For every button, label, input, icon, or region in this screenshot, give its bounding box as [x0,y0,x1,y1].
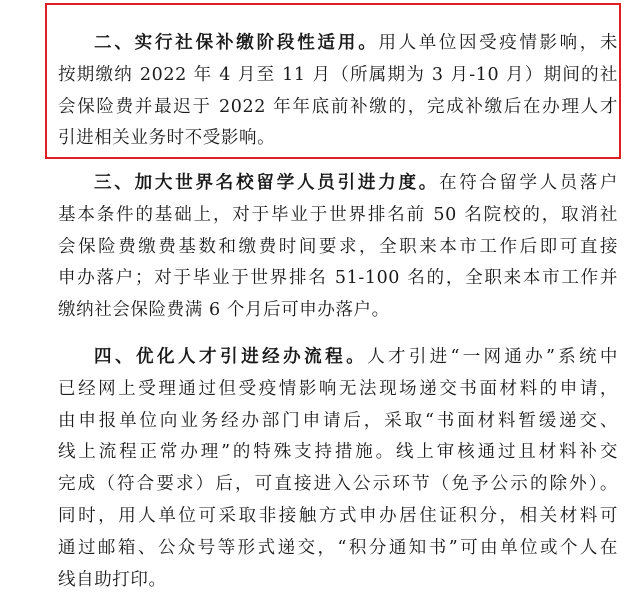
section-3-line-4: 申办落户；对于毕业于世界排名 51-100 名的，全职来本市工作并 [58,268,618,289]
section-4-line-1 [58,342,618,374]
section-3-paragraph [58,168,618,327]
section-2-line-4: 引进相关业务时不受影响。 [58,128,276,149]
section-3-line-5: 缴纳社会保险费满 6 个月后可申办落户。 [58,300,390,321]
section-3-line-2: 基本条件的基础上，对于毕业于世界排名前 50 名院校的，取消社 [58,204,618,225]
section-4-text: 人才引进“一网通办”系统中 [367,347,618,367]
section-4-line-7: 通过邮箱、公众号等形式递交，“积分通知书”可由单位或个人在 [58,537,618,558]
section-2-line-3: 会保险费并最迟于 2022 年年底前补缴的，完成补缴后在办理人才 [58,96,618,117]
section-2-line-1 [58,28,618,60]
section-3-line-3: 会保险费缴费基数和缴费时间要求，全职来本市工作后即可直接 [58,236,618,257]
section-4-line-3: 由申报单位向业务经办部门申请后，采取“书面材料暂缓递交、 [58,410,618,431]
section-4-paragraph [58,342,618,596]
section-2-line-2: 按期缴纳 2022 年 4 月至 11 月（所属期为 3 月-10 月）期间的社 [58,64,618,85]
section-2-text: 用人单位因受疫情影响，未 [378,33,618,53]
section-4-line-6: 同时，用人单位可采取非接触方式申办居住证积分，相关材料可 [58,505,618,526]
section-3-text: 在符合留学人员落户 [439,173,618,193]
section-2-paragraph [58,28,618,155]
section-4-line-8: 线自助打印。 [58,569,167,590]
section-4-line-2: 已经网上受理通过但受疫情影响无法现场递交书面材料的申请， [58,378,618,399]
section-4-line-5: 完成（符合要求）后，可直接进入公示环节（免予公示的除外）。 [58,474,618,495]
section-3-heading: 三、加大世界名校留学人员引进力度。 [94,173,440,193]
section-3-line-1 [58,168,618,200]
section-4-heading: 四、优化人才引进经办流程。 [94,347,368,367]
section-2-heading: 二、实行社保补缴阶段性适用。 [94,33,379,53]
section-4-line-4: 线上流程正常办理”的特殊支持措施。线上审核通过且材料补交 [58,442,618,463]
